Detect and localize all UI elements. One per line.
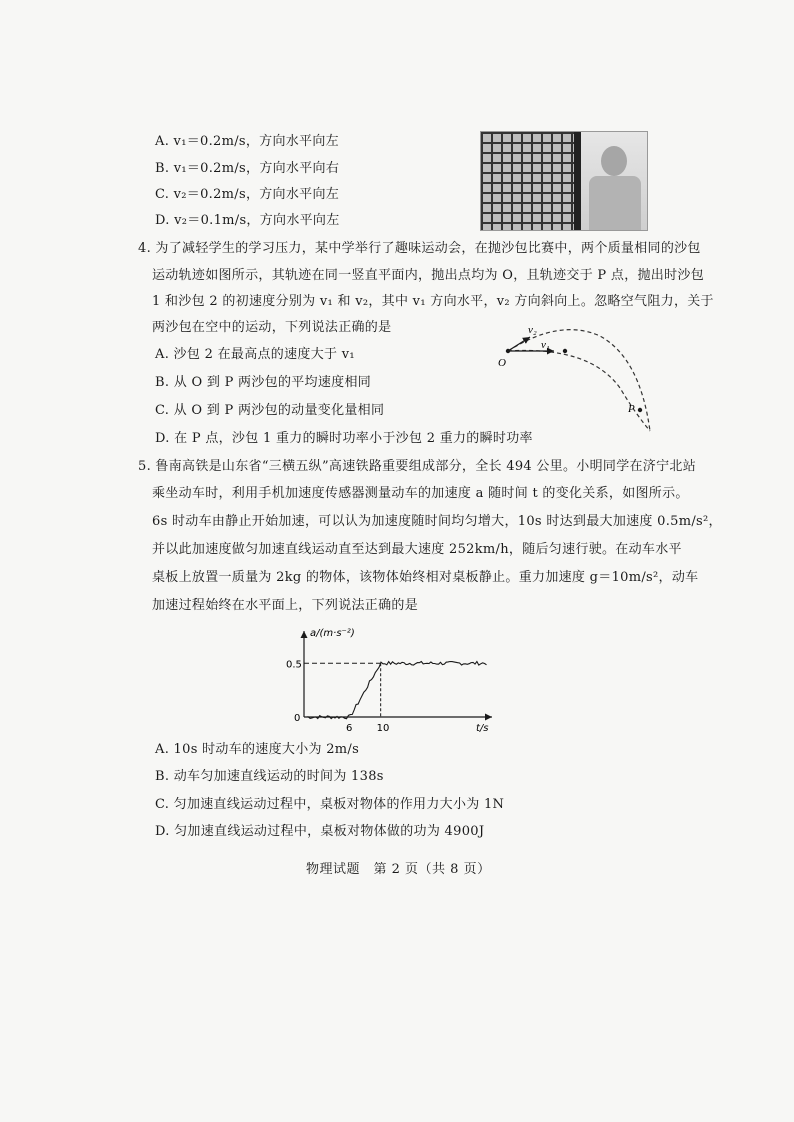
y-tick-0: 0 (294, 713, 301, 724)
q5-stem-line-2: 乘坐动车时，利用手机加速度传感器测量动车的加速度 a 随时间 t 的变化关系，如图所示。 (152, 486, 689, 501)
photo-person-body (589, 176, 641, 230)
q3-option-a: A. v₁＝0.2m/s，方向水平向左 (155, 134, 339, 149)
y-axis-label: a/(m·s⁻²) (310, 628, 355, 639)
q5-option-c: C. 匀加速直线运动过程中，桌板对物体的作用力大小为 1N (155, 797, 505, 812)
y-tick-0-5: 0.5 (286, 659, 302, 671)
x-tick-10: 10 (376, 723, 390, 734)
q4-option-a: A. 沙包 2 在最高点的速度大于 v₁ (155, 347, 355, 362)
acceleration-trace (306, 662, 486, 719)
trajectory-1 (508, 350, 650, 431)
photo-person-head (601, 146, 627, 176)
photo-grid-window (481, 132, 581, 230)
trajectory-2 (508, 330, 650, 431)
q5-option-b: B. 动车匀加速直线运动的时间为 138s (155, 769, 384, 784)
q3-option-b: B. v₁＝0.2m/s，方向水平向右 (155, 161, 340, 176)
q4-trajectory-figure (490, 318, 660, 443)
q5-stem-line-6: 加速过程始终在水平面上，下列说法正确的是 (152, 598, 419, 613)
q5-option-d: D. 匀加速直线运动过程中，桌板对物体做的功为 4900J (155, 824, 485, 839)
q4-option-c: C. 从 O 到 P 两沙包的动量变化量相同 (155, 403, 385, 418)
point-o (506, 349, 510, 353)
q4-stem-line-1: 4. 为了减轻学生的学习压力，某中学举行了趣味运动会，在抛沙包比赛中，两个质量相同的沙包 (138, 241, 701, 256)
q4-stem-line-3: 1 和沙包 2 的初速度分别为 v₁ 和 v₂，其中 v₁ 方向水平，v₂ 方向斜向上。忽略空气阻力，关于 (152, 294, 714, 309)
q4-option-d: D. 在 P 点，沙包 1 重力的瞬时功率小于沙包 2 重力的瞬时功率 (155, 431, 533, 446)
x-axis-label: t/s (476, 723, 489, 734)
q5-stem-line-5: 桌板上放置一质量为 2kg 的物体，该物体始终相对桌板静止。重力加速度 g＝10m/s²，动车 (152, 570, 699, 585)
point-p (638, 408, 642, 412)
q5-stem-line-4: 并以此加速度做匀加速直线运动直至达到最大速度 252km/h，随后匀速行驶。在动车水平 (152, 542, 682, 557)
q4-stem-line-4: 两沙包在空中的运动，下列说法正确的是 (152, 320, 392, 335)
q5-stem-line-1: 5. 鲁南高铁是山东省“三横五纵”高速铁路重要组成部分，全长 494 公里。小明同学在济宁北站 (138, 459, 697, 474)
sandbag-1-dot (563, 349, 567, 353)
v2-arrow (508, 337, 530, 351)
q4-stem-line-2: 运动轨迹如图所示，其轨迹在同一竖直平面内，抛出点均为 O，且轨迹交于 P 点，抛出时沙包 (152, 268, 705, 283)
page-footer: 物理试题 第 2 页（共 8 页） (306, 862, 491, 877)
label-v1: v₁ (541, 339, 550, 351)
label-o: O (498, 357, 506, 369)
q5-acceleration-chart (280, 625, 510, 740)
q3-option-d: D. v₂＝0.1m/s，方向水平向左 (155, 213, 340, 228)
q5-stem-line-3: 6s 时动车由静止开始加速，可以认为加速度随时间均匀增大，10s 时达到最大加速度 0.5m/s²， (152, 514, 722, 529)
q3-photo (480, 131, 648, 231)
q4-option-b: B. 从 O 到 P 两沙包的平均速度相同 (155, 375, 372, 390)
label-p: P (628, 403, 635, 415)
x-tick-6: 6 (346, 723, 353, 734)
label-v2: v₂ (528, 324, 537, 336)
q5-option-a: A. 10s 时动车的速度大小为 2m/s (155, 742, 360, 757)
q3-option-c: C. v₂＝0.2m/s，方向水平向左 (155, 187, 340, 202)
